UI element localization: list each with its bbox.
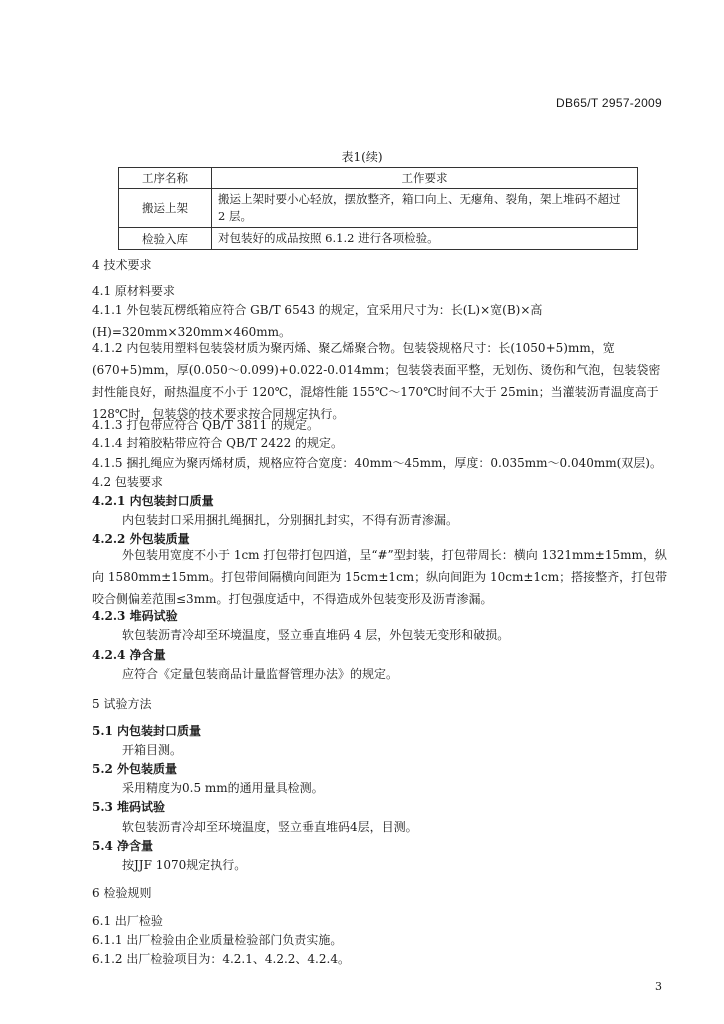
document-code: DB65/T 2957-2009 xyxy=(556,96,662,110)
table-cell-requirement: 搬运上架时要小心轻放，摆放整齐，箱口向上、无瘪角、裂角，架上堆码不超过 2 层。 xyxy=(212,189,638,228)
table-cell-process: 搬运上架 xyxy=(119,189,212,228)
table-cell-process: 检验入库 xyxy=(119,228,212,250)
clause-6-1-1: 6.1.1 出厂检验由企业质量检验部门负责实施。 xyxy=(92,933,343,947)
clause-heading-5-3: 5.3 堆码试验 xyxy=(92,800,166,814)
table-caption: 表1(续) xyxy=(341,150,383,164)
clause-4-1-2: 4.1.2 内包装用塑料包装袋材质为聚丙烯、聚乙烯聚合物。包装袋规格尺寸：长(1050+5)mm，宽(670+5)mm，厚(0.050～0.099)+0.022-0.014mm；包装袋表面平整，无划伤、烫伤和气泡，包装袋密封性能良好，耐热温度不小于 120℃，混熔性能 155℃～170℃时间不大于 25min；当灌装沥青温度高于 128℃时，包装袋的技术要求按合同规定执行。 xyxy=(92,341,661,421)
table-header-row xyxy=(119,168,638,189)
clause-heading-5-1: 5.1 内包装封口质量 xyxy=(92,724,202,738)
clause-heading-5-2: 5.2 外包装质量 xyxy=(92,762,178,776)
clause-text-5-3: 软包装沥青冷却至环境温度，竖立垂直堆码4层，目测。 xyxy=(122,820,418,834)
clause-heading-4-2-1: 4.2.1 内包装封口质量 xyxy=(92,494,214,508)
clause-heading-5-4: 5.4 净含量 xyxy=(92,839,154,853)
process-requirements-table xyxy=(118,167,638,250)
clause-4-1-3: 4.1.3 打包带应符合 QB/T 3811 的规定。 xyxy=(92,418,320,432)
section-heading-4: 4 技术要求 xyxy=(92,258,152,272)
clause-4-1-5: 4.1.5 捆扎绳应为聚丙烯材质，规格应符合宽度：40mm～45mm，厚度：0.035mm～0.040mm(双层)。 xyxy=(92,456,662,470)
clause-text-4-2-3: 软包装沥青冷却至环境温度，竖立垂直堆码 4 层，外包装无变形和破损。 xyxy=(122,628,510,642)
section-heading-5: 5 试验方法 xyxy=(92,697,152,711)
clause-text-4-2-4: 应符合《定量包装商品计量监督管理办法》的规定。 xyxy=(122,667,399,681)
clause-text-4-2-1: 内包装封口采用捆扎绳捆扎，分别捆扎封实，不得有沥青渗漏。 xyxy=(122,513,459,527)
clause-6-1-2: 6.1.2 出厂检验项目为：4.2.1、4.2.2、4.2.4。 xyxy=(92,952,350,966)
table-cell-requirement: 对包装好的成品按照 6.1.2 进行各项检验。 xyxy=(212,228,638,250)
clause-heading-4-2-4: 4.2.4 净含量 xyxy=(92,648,166,662)
section-heading-6: 6 检验规则 xyxy=(92,886,152,900)
page-number: 3 xyxy=(655,980,662,993)
table-header-requirement: 工作要求 xyxy=(212,168,638,189)
section-heading-4-1: 4.1 原材料要求 xyxy=(92,284,175,298)
section-heading-4-2: 4.2 包装要求 xyxy=(92,475,163,489)
clause-text-5-4: 按JJF 1070规定执行。 xyxy=(122,858,247,872)
table-header-process: 工序名称 xyxy=(119,168,212,189)
clause-heading-4-2-2: 4.2.2 外包装质量 xyxy=(92,532,190,546)
clause-text-5-2: 采用精度为0.5 mm的通用量具检测。 xyxy=(122,781,324,795)
table-row xyxy=(119,228,638,250)
section-heading-6-1: 6.1 出厂检验 xyxy=(92,914,163,928)
clause-text-5-1: 开箱目测。 xyxy=(122,743,183,757)
clause-text-4-2-2: 外包装用宽度不小于 1cm 打包带打包四道，呈“#”型封装，打包带周长：横向 1321mm±15mm，纵向 1580mm±15mm。打包带间隔横向间距为 15cm±1cm；纵向间距为 10cm±1cm；搭接整齐，打包带咬合侧偏差范围≤3mm。打包强度适中，不得造成外包装变形及沥青渗漏。 xyxy=(92,548,668,606)
clause-heading-4-2-3: 4.2.3 堆码试验 xyxy=(92,609,178,623)
table-row xyxy=(119,189,638,228)
clause-4-1-4: 4.1.4 封箱胶粘带应符合 QB/T 2422 的规定。 xyxy=(92,436,344,450)
clause-4-1-1: 4.1.1 外包装瓦楞纸箱应符合 GB/T 6543 的规定，宜采用尺寸为：长(L)×宽(B)×高(H)=320mm×320mm×460mm。 xyxy=(92,303,543,339)
